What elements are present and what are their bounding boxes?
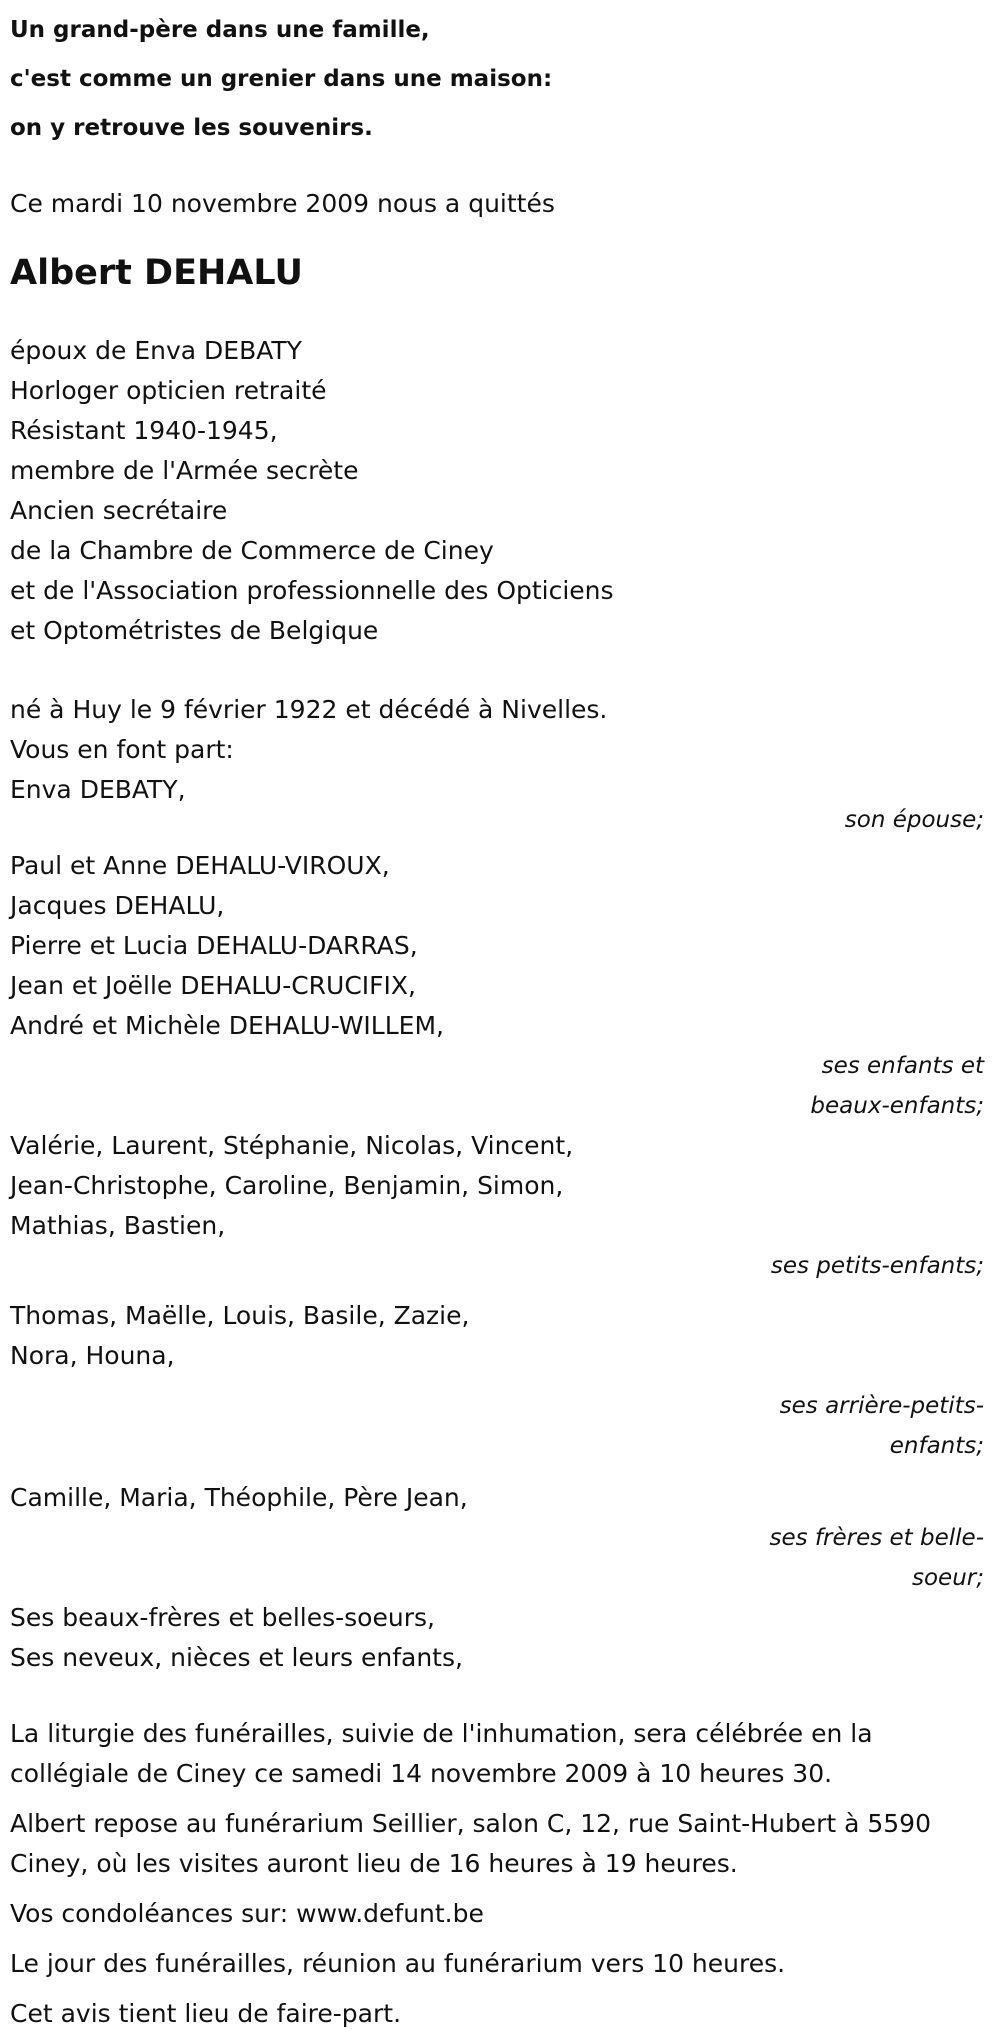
- grandchild-name: Jean-Christophe, Caroline, Benjamin, Simon,: [10, 1171, 564, 1200]
- relation-line: ses enfants et: [821, 1053, 984, 1079]
- grandchild-name: Valérie, Laurent, Stéphanie, Nicolas, Vincent,: [10, 1131, 574, 1160]
- epigraph-line: Un grand-père dans une famille,: [10, 17, 430, 43]
- great-grandchild-name: Thomas, Maëlle, Louis, Basile, Zazie,: [10, 1301, 470, 1330]
- bio-line: membre de l'Armée secrète: [10, 456, 359, 485]
- children-relation: [10, 1046, 990, 1126]
- bio-line: et Optométristes de Belgique: [10, 616, 379, 645]
- funeral-liturgy: La liturgie des funérailles, suivie de l'inhumation, sera célébrée en la collégiale de Ciney ce samedi 14 novembre 2009 à 10 heures 30.: [10, 1719, 873, 1788]
- sibling-name: Camille, Maria, Théophile, Père Jean,: [10, 1483, 468, 1512]
- relation-line: enfants;: [889, 1433, 984, 1459]
- spouse-name: Enva DEBATY,: [10, 775, 186, 804]
- closing-note: Cet avis tient lieu de faire-part.: [10, 1999, 402, 2028]
- child-name: André et Michèle DEHALU-WILLEM,: [10, 1011, 444, 1040]
- bio-line: de la Chambre de Commerce de Ciney: [10, 536, 494, 565]
- relation-line: beaux-enfants;: [810, 1093, 984, 1119]
- great-grandchild-name: Nora, Houna,: [10, 1341, 175, 1370]
- epigraph: [10, 0, 990, 153]
- relation-line: soeur;: [912, 1565, 984, 1591]
- relation-line: ses petits-enfants;: [770, 1253, 984, 1279]
- siblings-relation: [10, 1518, 990, 1598]
- relation-line: ses frères et belle-: [769, 1525, 984, 1551]
- relation-line: son épouse;: [844, 807, 984, 833]
- obituary-notice: [10, 0, 990, 2034]
- intro-text: Ce mardi 10 novembre 2009 nous a quittés: [10, 189, 555, 218]
- siblings-names: [10, 1478, 990, 1518]
- extended-family: [10, 1598, 990, 1678]
- condolences-line: Vos condoléances sur: www.defunt.be: [10, 1899, 484, 1928]
- great-grandchildren-relation: [10, 1386, 990, 1466]
- grandchildren-relation: [10, 1246, 990, 1286]
- child-name: Paul et Anne DEHALU-VIROUX,: [10, 851, 390, 880]
- bio-line: Résistant 1940-1945,: [10, 416, 278, 445]
- epigraph-line: on y retrouve les souvenirs.: [10, 115, 373, 141]
- deceased-name: Albert DEHALU: [10, 253, 303, 293]
- child-name: Jean et Joëlle DEHALU-CRUCIFIX,: [10, 971, 416, 1000]
- bio-line: Horloger opticien retraité: [10, 376, 327, 405]
- bio-line: époux de Enva DEBATY: [10, 336, 302, 365]
- meeting-info: Le jour des funérailles, réunion au funérarium vers 10 heures.: [10, 1949, 786, 1978]
- birth-death-line: né à Huy le 9 février 1922 et décédé à Nivelles.: [10, 695, 608, 724]
- relation-line: ses arrière-petits-: [779, 1393, 984, 1419]
- extended-family-line: Ses neveux, nièces et leurs enfants,: [10, 1643, 463, 1672]
- child-name: Pierre et Lucia DEHALU-DARRAS,: [10, 931, 418, 960]
- grandchildren-names: [10, 1126, 990, 1246]
- epigraph-line: c'est comme un grenier dans une maison:: [10, 66, 553, 92]
- children-names: [10, 846, 990, 1046]
- funeral-home-info: Albert repose au funérarium Seillier, salon C, 12, rue Saint-Hubert à 5590 Ciney, où les visites auront lieu de 16 heures à 19 heures.: [10, 1809, 931, 1878]
- great-grandchildren-names: [10, 1296, 990, 1376]
- child-name: Jacques DEHALU,: [10, 891, 225, 920]
- announce-line: Vous en font part:: [10, 735, 234, 764]
- bio-line: Ancien secrétaire: [10, 496, 228, 525]
- biography: [10, 331, 990, 651]
- extended-family-line: Ses beaux-frères et belles-soeurs,: [10, 1603, 435, 1632]
- bio-line: et de l'Association professionnelle des Opticiens: [10, 576, 614, 605]
- grandchild-name: Mathias, Bastien,: [10, 1211, 226, 1240]
